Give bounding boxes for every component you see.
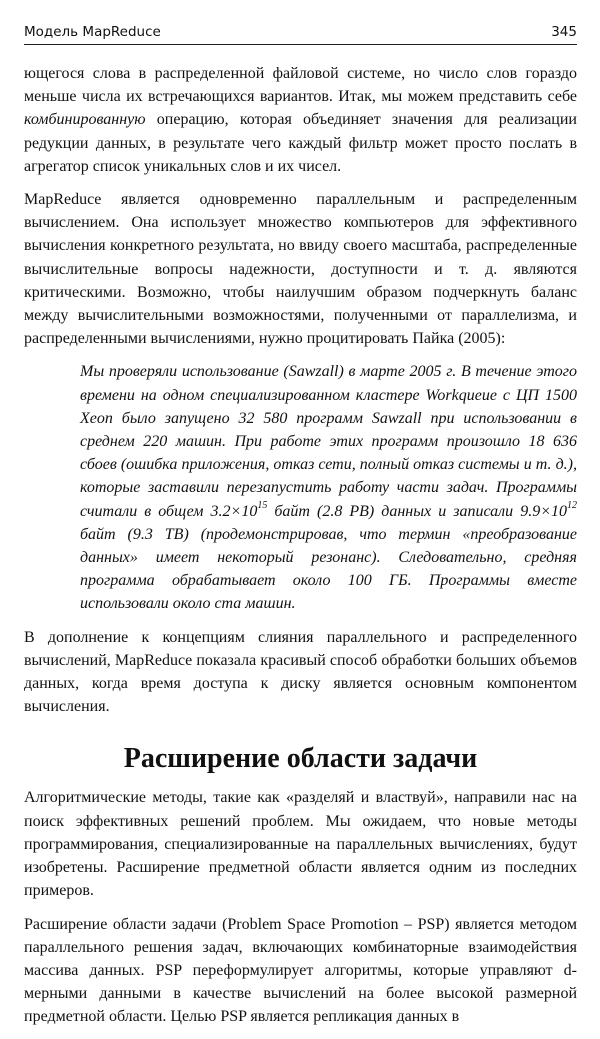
running-header [24, 24, 577, 45]
exponent: 15 [257, 499, 268, 511]
page-number: 345 [551, 24, 577, 40]
paragraph-3: В дополнение к концепциям слияния параллельного и распределенного вычислений, MapReduce показала красивый способ обработки больших объемов данных, когда время доступа к диску является основным компонентом вычисления. [24, 628, 577, 716]
paragraph-5: Расширение области задачи (Problem Space Promotion – PSP) является методом параллельного решения задач, включающих комбинаторные взаимодействия массива данных. PSP переформулирует алгоритмы, которые управляют d-мерными данными в качестве вычислений на более высокой размерной предметной области. Целью PSP является репликация данных в [24, 915, 577, 1026]
block-quote: Мы проверяли использование (Sawzall) в марте 2005 г. В течение этого времени на одном специализированном кластере Workqueue с ЦП 1500 Xeon было запущено 32 580 программ Sawzall при использовании в среднем 220 машин. При работе этих программ произошло 18 636 сбоев (ошибка приложения, отказ сети, полный отказ системы и т. д.), которые заставили перезапустить работу части задач. Программы считали в общем $3.2\times 10^{15}$ байт (2.8 PB) данных и записали $9.9\times 10^{12}$ байт (9.3 TB) (продемонстрировав, что термин «преобразование данных» имеет некоторый резонанс). Следовательно, средняя программа обрабатывает около 100 ГБ. Программы вместе использовали около ста машин. [80, 363, 577, 613]
paragraph-4: Алгоритмические методы, такие как «разделяй и властвуй», направили нас на поиск эффективных решений проблем. Мы ожидаем, что новые методы программирования, специализированные на параллельных вычислениях, будут изобретены. Расширение предметной области является одним из последних примеров. [24, 789, 577, 900]
section-heading: Расширение области задачи [123, 743, 478, 775]
emphasis-term: комбинированную [24, 111, 146, 129]
paragraph-2: MapReduce является одновременно параллельным и распределенным вычислением. Она использует множество компьютеров для эффективного вычисления конкретного результата, но ввиду своего масштаба, распределенные вычислительные вопросы надежности, доступности и т. д. являются критическими. Возможно, чтобы наилучшим образом подчеркнуть баланс между вычислительными возможностями, полученными от параллелизма, и распределенными вычислениями, нужно процитировать Пайка (2005): [24, 191, 577, 348]
body-text [24, 62, 577, 1039]
exponent: 12 [567, 499, 577, 511]
chapter-title: Модель MapReduce [24, 24, 161, 40]
paragraph-1: ющегося слова в распределенной файловой системе, но число слов гораздо меньше числа их встречающихся вариантов. Итак, мы можем представить себе комбинированную операцию, которая объединяет значения для реализации редукции данных, в результате чего каждый фильтр может просто послать в агрегатор список уникальных слов и их чисел. [24, 65, 577, 175]
